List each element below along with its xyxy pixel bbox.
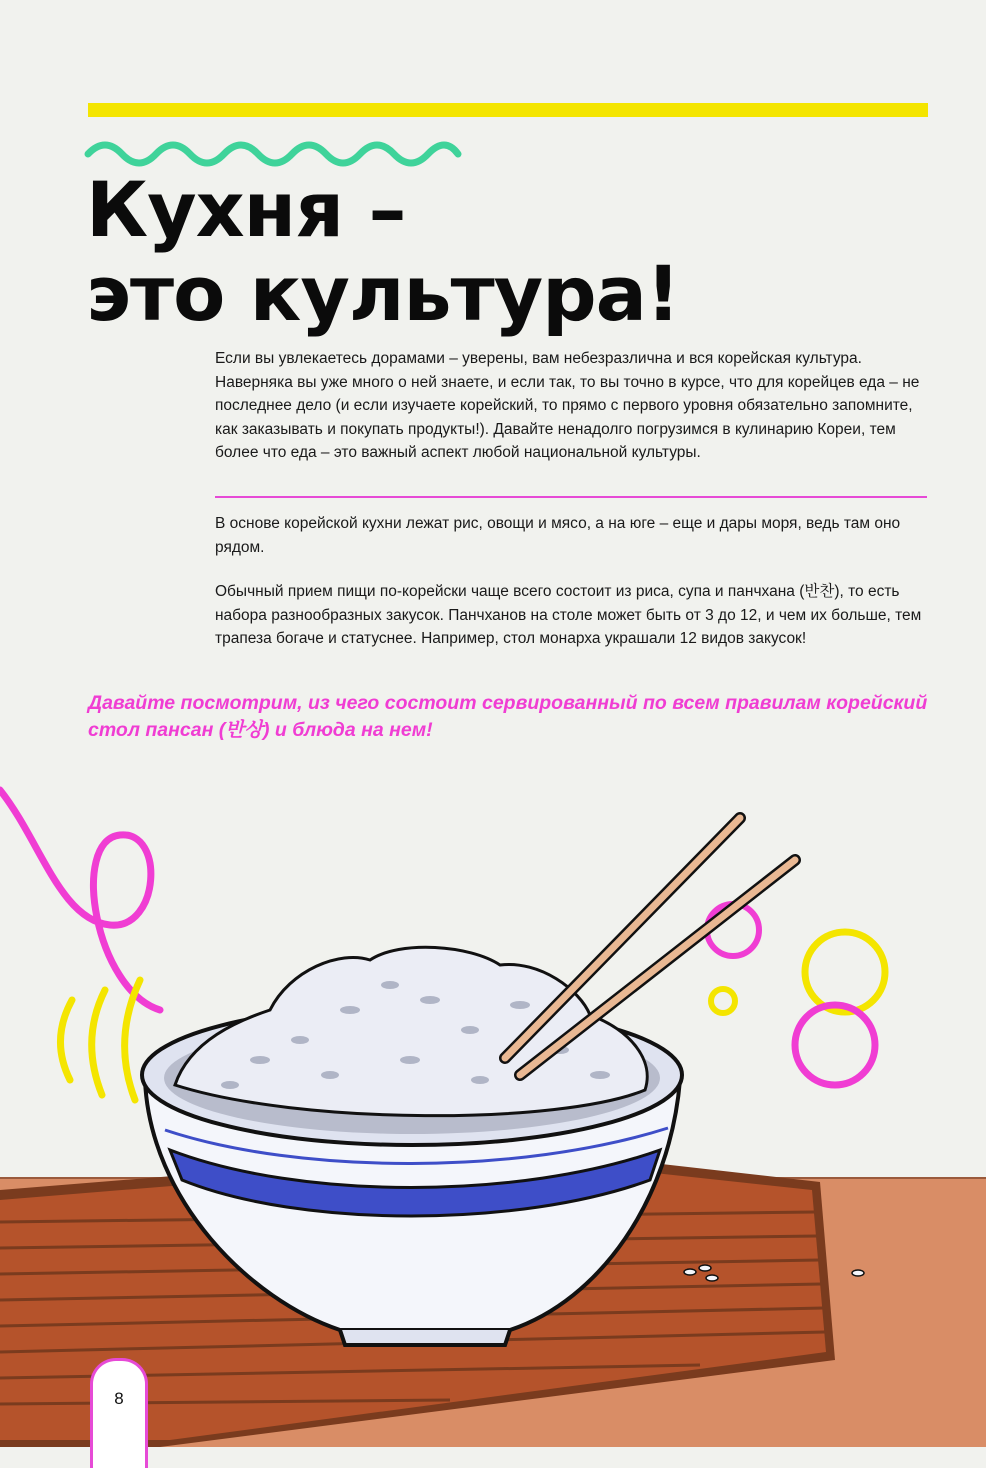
intro-paragraph-1: Если вы увлекаетесь дорамами – уверены, вам небезразлична и вся корейская культура. Наверняка вы уже много о ней знаете, и если так, то вы точно в курсе, что для корейцев еда – не последнее дело (и если изучаете корейский, то прямо с первого уровня обязательно запомните, как заказывать и покупать продукты!). Давайте ненадолго погрузимся в кулинарию Кореи, тем более что еда – это важный аспект любой национальной культуры. (215, 350, 920, 461)
yellow-circle-large (805, 932, 885, 1012)
rice-bowl-illustration (0, 760, 986, 1447)
page-title-line-2: это культура! (86, 249, 680, 338)
pink-callout-text: Давайте посмотрим, из чего состоит сервированный по всем правилам корейский стол пансан (반상) и блюда на нем! (88, 692, 928, 741)
pink-circle-large (795, 1005, 875, 1085)
yellow-circle-small (711, 989, 735, 1013)
decorative-yellow-bar (88, 103, 928, 117)
yellow-motion-lines (60, 980, 140, 1100)
page-title-line-1: Кухня – (86, 165, 406, 254)
intro-paragraph-2: В основе корейской кухни лежат рис, овощи и мясо, а на юге – еще и дары моря, ведь там оно рядом. (215, 515, 901, 556)
page-number: 8 (114, 1389, 124, 1408)
intro-paragraph-3: Обычный прием пищи по-корейски чаще всего состоит из риса, супа и панчхана (반찬), то есть набора разнообразных закусок. Панчханов на столе может быть от 3 до 12, и чем их больше, тем трапеза богаче и статуснее. Например, стол монарха украшали 12 видов закусок! (215, 583, 922, 647)
pink-swirl-ribbon (0, 790, 160, 1010)
pink-divider (215, 496, 927, 498)
page-number-tab (90, 1358, 148, 1468)
page-title (86, 165, 680, 338)
